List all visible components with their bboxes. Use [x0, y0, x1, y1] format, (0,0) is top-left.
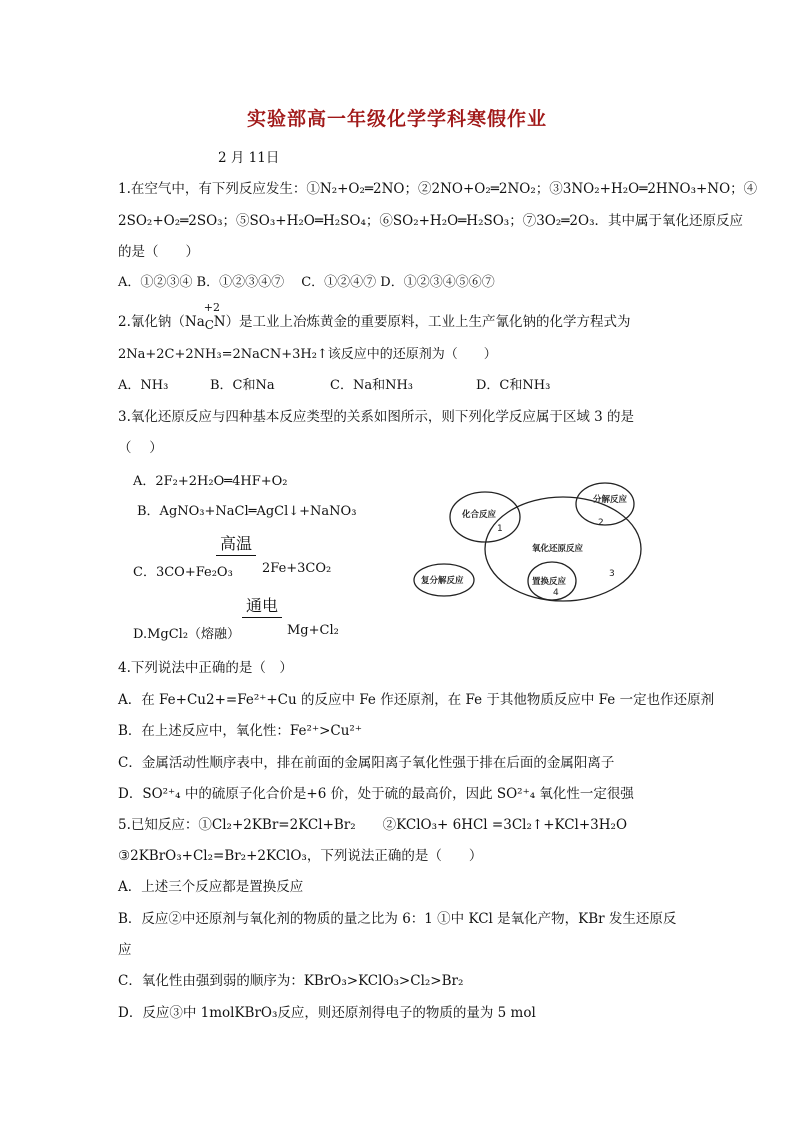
region-3-label: 3	[609, 569, 615, 579]
q2-option-a: A．NH₃	[118, 378, 169, 393]
q3-line2: （ ）	[118, 440, 163, 456]
q1-line2: 2SO₂+O₂═2SO₃；⑤SO₃+H₂O═H₂SO₄；⑥SO₂+H₂O═H₂SO₃；⑦3O₂═2O₃．其中属于氧化还原反应	[118, 213, 743, 229]
q5-option-c: C．氧化性由强到弱的顺序为：KBrO₃>KClO₃>Cl₂>Br₂	[118, 973, 464, 989]
q5-option-a: A．上述三个反应都是置换反应	[118, 879, 304, 895]
page-title: 实验部高一年级化学学科寒假作业	[246, 108, 547, 130]
date-line: 2 月 11日	[218, 150, 280, 166]
combination-label: 化合反应	[462, 510, 497, 520]
q5-line1: 5.已知反应：①Cl₂+2KBr=2KCl+Br₂ ②KClO₃+ 6HCl =3Cl₂↑+KCl+3H₂O	[118, 817, 628, 833]
q2-option-b: B．C和Na	[210, 378, 275, 393]
q1-line1: 1.在空气中，有下列反应发生：①N₂+O₂═2NO；②2NO+O₂═2NO₂；③3NO₂+H₂O═2HNO₃+NO；④	[118, 181, 758, 197]
q3-line1: 3.氧化还原反应与四种基本反应类型的关系如图所示，则下列化学反应属于区域 3 的是	[118, 409, 635, 425]
q1-options: A．①②③④ B．①②③④⑦ C．①②④⑦ D．①②③④⑤⑥⑦	[118, 275, 495, 290]
diagram-svg	[410, 480, 655, 608]
region-1-label: 1	[497, 524, 503, 534]
decomposition-label: 分解反应	[593, 495, 628, 505]
q5-option-b-line2: 应	[118, 942, 132, 958]
q4-option-b: B．在上述反应中，氧化性：Fe²⁺>Cu²⁺	[118, 723, 362, 739]
q4-option-a: A．在 Fe+Cu2+=Fe²⁺+Cu 的反应中 Fe 作还原剂，在 Fe 于其他物质反应中 Fe 一定也作还原剂	[118, 692, 715, 708]
q3-option-d-right: Mg+Cl₂	[287, 623, 339, 638]
q2-valence-mark: +2	[203, 301, 220, 314]
displacement-label: 置换反应	[532, 577, 567, 587]
q2-carbon-symbol: C	[204, 318, 214, 332]
double-displacement-label: 复分解反应	[421, 576, 464, 586]
q2-option-c: C．Na和NH₃	[330, 378, 413, 393]
q2-carbon-with-valence	[203, 301, 220, 332]
q3-option-c-left: C．3CO+Fe₂O₃	[133, 565, 233, 580]
q2-line1-end: N）是工业上冶炼黄金的重要原料，工业上生产氰化钠的化学方程式为	[213, 314, 631, 330]
q4-option-d: D．SO²⁺₄ 中的硫原子化合价是+6 价，处于硫的最高价，因此 SO²⁺₄ 氧化性一定很强	[118, 786, 634, 802]
q3-option-d-condition: 通电	[242, 593, 282, 618]
q2-option-d: D．C和NH₃	[476, 378, 551, 393]
reaction-types-diagram	[410, 480, 655, 608]
q2-line1	[118, 301, 631, 332]
q5-option-d: D．反应③中 1molKBrO₃反应，则还原剂得电子的物质的量为 5 mol	[118, 1005, 536, 1021]
q3-option-c-condition: 高温	[216, 531, 256, 556]
q4-option-c: C．金属活动性顺序表中，排在前面的金属阳离子氧化性强于排在后面的金属阳离子	[118, 755, 615, 771]
q5-line2: ③2KBrO₃+Cl₂=Br₂+2KClO₃，下列说法正确的是（ ）	[118, 848, 483, 864]
q3-option-b: B．AgNO₃+NaCl═AgCl↓+NaNO₃	[137, 504, 357, 519]
region-2-label: 2	[598, 518, 604, 528]
q3-option-a: A．2F₂+2H₂O═4HF+O₂	[133, 474, 288, 489]
q2-line1-start: 2.氰化钠（Na	[118, 314, 205, 330]
q1-line3: 的是（ ）	[118, 244, 199, 260]
region-4-label: 4	[553, 588, 559, 598]
q3-option-c-right: 2Fe+3CO₂	[262, 561, 332, 576]
redox-label: 氧化还原反应	[532, 544, 584, 554]
q3-option-d-left: D.MgCl₂（熔融）	[133, 627, 241, 642]
q5-option-b-line1: B．反应②中还原剂与氧化剂的物质的量之比为 6：1 ①中 KCl 是氧化产物，KBr 发生还原反	[118, 911, 677, 927]
q2-line2: 2Na+2C+2NH₃=2NaCN+3H₂↑该反应中的还原剂为（ ）	[118, 347, 497, 362]
q4-stem: 4.下列说法中正确的是（ ）	[118, 660, 293, 676]
